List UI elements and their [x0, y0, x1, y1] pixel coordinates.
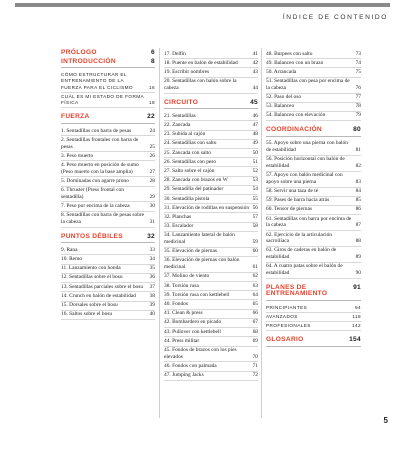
toc-entry[interactable] — [61, 152, 155, 161]
entry-text: 39. Torsión rusa con kettlebell — [164, 291, 230, 298]
toc-entry[interactable] — [266, 156, 361, 172]
section-items — [61, 127, 155, 227]
entry-text: CUÁL ES MI ESTADO DE FORMA FÍSICA — [61, 93, 144, 106]
toc-entry[interactable] — [61, 93, 155, 108]
entry-text: 4. Peso muerto en posición de sumo (Peso muerto con la base amplia) — [61, 161, 139, 175]
section-title: COORDINACIÓN — [266, 126, 322, 134]
entry-page: 38 — [149, 292, 155, 299]
entry-text: 64. A cuatro patas sobre el balón de estabilidad — [266, 263, 343, 277]
entry-text: 20. Sentadillas con balón sobre la cabeza — [164, 78, 237, 91]
section-fuerza[interactable] — [61, 114, 155, 124]
entry-text: 5. Dominadas con agarre prono — [61, 177, 129, 184]
section-page: 91 — [353, 283, 361, 291]
toc-entry[interactable] — [164, 273, 258, 282]
toc-entry[interactable] — [164, 310, 258, 319]
entry-page: 84 — [355, 188, 361, 195]
toc-column-1 — [61, 50, 155, 326]
entry-text: 47. Jumping Jacks — [164, 372, 204, 379]
entry-page: 62 — [252, 273, 258, 280]
entry-text: 42. Bombardero en picado — [164, 319, 222, 326]
section-puntos[interactable] — [61, 234, 155, 244]
entry-text: 8. Sentadillas con barra de pesas sobre la cabeza — [61, 212, 145, 225]
entry-page: 71 — [252, 362, 258, 369]
toc-entry[interactable] — [61, 202, 155, 211]
section-items — [266, 50, 361, 121]
page-header: ÍNDICE DE CONTENIDO — [282, 14, 388, 21]
section-page: 32 — [147, 232, 155, 240]
entry-text: 2. Sentadillas frontales con barra de pesas — [61, 136, 139, 150]
toc-entry[interactable] — [164, 68, 258, 77]
section-circuito[interactable] — [164, 100, 258, 110]
entry-text: 30. Sentadilla pistola — [164, 195, 210, 202]
entry-text: 52. Paso del oso — [266, 94, 302, 101]
entry-text: 29. Sentadilla del patinador — [164, 186, 224, 193]
section-title: INTRODUCCIÓN — [61, 57, 116, 65]
toc-entry[interactable] — [164, 195, 258, 204]
entry-page: 85 — [355, 197, 361, 204]
toc-entry[interactable] — [61, 255, 155, 264]
entry-page: 52 — [252, 167, 258, 174]
section-title: GLOSARIO — [266, 335, 304, 343]
toc-entry[interactable] — [164, 59, 258, 68]
column-divider — [159, 48, 160, 418]
toc-entry[interactable] — [266, 140, 361, 156]
entry-page: 48 — [252, 131, 258, 138]
toc-entry[interactable] — [164, 362, 258, 371]
entry-page: 37 — [149, 283, 155, 290]
entry-text: 61. Sentadillas con barra por encima de la cabeza — [266, 215, 352, 229]
toc-entry[interactable] — [266, 197, 361, 206]
entry-page: 60 — [252, 248, 258, 255]
toc-entry[interactable] — [266, 322, 361, 331]
entry-page: 90 — [355, 270, 361, 277]
entry-page: 40 — [149, 311, 155, 318]
entry-text: 55. Apoyo sobre una pierna con balón de estabilidad — [266, 140, 348, 154]
toc-entry[interactable] — [266, 103, 361, 112]
entry-text: 38. Torsión rusa — [164, 282, 199, 289]
entry-page: 16 — [148, 84, 155, 90]
toc-entry[interactable] — [266, 188, 361, 197]
entry-page: 89 — [355, 254, 361, 261]
toc-entry[interactable] — [164, 282, 258, 291]
entry-page: 33 — [149, 246, 155, 253]
toc-entry[interactable] — [164, 232, 258, 248]
toc-entry[interactable] — [266, 247, 361, 263]
toc-entry[interactable] — [266, 50, 361, 59]
entry-text: 31. Elevación de rodillas en suspensión — [164, 204, 250, 211]
toc-entry[interactable] — [164, 337, 258, 346]
section-page: 154 — [349, 335, 361, 343]
entry-text: 46. Fondos con palmada — [164, 362, 217, 369]
entry-text: CÓMO ESTRUCTURAR EL ENTRENAMIENTO DE LA FUERZA PARA EL CICLISMO — [61, 71, 133, 90]
entry-text: 43. Pullover con kettlebell — [164, 328, 221, 335]
toc-entry[interactable] — [61, 71, 155, 93]
entry-page: 72 — [252, 372, 258, 379]
entry-text: 44. Press militar — [164, 337, 200, 344]
entry-page: 55 — [252, 195, 258, 202]
entry-text: 27. Salto sobre el cajón — [164, 167, 215, 174]
toc-entry[interactable] — [164, 149, 258, 158]
entry-page: 34 — [149, 255, 155, 262]
toc-entry[interactable] — [266, 263, 361, 279]
entry-text: 50. Arrancada — [266, 68, 297, 75]
section-title: PLANES DE ENTRENAMIENTO — [266, 283, 328, 298]
entry-page: 142 — [351, 322, 361, 328]
entry-text: 16. Saltos sobre el bosu — [61, 311, 113, 318]
toc-entry[interactable] — [266, 78, 361, 94]
toc-entry[interactable] — [266, 215, 361, 231]
toc-entry[interactable] — [164, 50, 258, 59]
entry-page: 47 — [252, 121, 258, 128]
toc-entry[interactable] — [61, 161, 155, 177]
entry-page: 75 — [355, 68, 361, 75]
entry-page: 36 — [149, 274, 155, 281]
entry-page: 79 — [355, 112, 361, 119]
entry-page: 56 — [252, 204, 258, 211]
entry-text: 18. Puente en balón de estabilidad — [164, 59, 238, 66]
entry-page: 86 — [355, 206, 361, 213]
entry-page: 83 — [355, 178, 361, 185]
entry-page: 30 — [149, 202, 155, 209]
entry-page: 76 — [355, 84, 361, 91]
entry-text: 35. Elevación de piernas — [164, 248, 217, 255]
toc-entry[interactable] — [266, 206, 361, 215]
toc-entry[interactable] — [266, 59, 361, 68]
toc-entry[interactable] — [266, 172, 361, 188]
entry-text: 26. Sentadillas con peso — [164, 158, 217, 165]
entry-text: 34. Lanzamiento lateral de balón medicinal — [164, 232, 235, 246]
toc-entry[interactable] — [164, 158, 258, 167]
entry-page: 67 — [252, 319, 258, 326]
entry-page: 28 — [149, 177, 155, 184]
entry-page: 42 — [252, 59, 258, 66]
page-number: 5 — [383, 416, 388, 425]
toc-entry[interactable] — [164, 372, 258, 381]
section-planes[interactable] — [266, 285, 361, 301]
entry-page: 88 — [355, 238, 361, 245]
toc-entry[interactable] — [164, 112, 258, 121]
entry-text: 41. Clean & press — [164, 310, 203, 317]
entry-page: 69 — [252, 337, 258, 344]
entry-page: 44 — [252, 84, 258, 91]
entry-text: PRINCIPIANTES — [266, 304, 308, 310]
toc-entry[interactable] — [61, 187, 155, 203]
entry-text: 48. Burpees con salto — [266, 50, 313, 57]
toc-column-3 — [266, 50, 361, 350]
section-page: 45 — [250, 98, 258, 106]
toc-entry[interactable] — [61, 292, 155, 301]
entry-page: 43 — [252, 68, 258, 75]
toc-entry[interactable] — [61, 127, 155, 136]
entry-page: 68 — [252, 328, 258, 335]
toc-entry[interactable] — [164, 248, 258, 257]
entry-text: 7. Peso por encima de la cabeza — [61, 202, 130, 209]
toc-entry[interactable] — [61, 311, 155, 320]
toc-entry[interactable] — [164, 167, 258, 176]
entry-text: 57. Apoyo con balón medicinal con apoyo sobre una pierna — [266, 172, 343, 185]
toc-entry[interactable] — [266, 68, 361, 77]
entry-page: 53 — [252, 177, 258, 184]
entry-text: 22. Zancada — [164, 121, 191, 128]
entry-page: 87 — [355, 222, 361, 229]
section-items — [164, 50, 258, 94]
section-items — [61, 71, 155, 108]
top-bar — [15, 3, 390, 7]
entry-text: 13. Sentadillas parciales sobre el bosu — [61, 283, 144, 290]
section-title: FUERZA — [61, 113, 90, 121]
toc-entry[interactable] — [61, 246, 155, 255]
entry-page: 26 — [149, 152, 155, 159]
section-title: PRÓLOGO — [61, 49, 97, 56]
section-items — [266, 140, 361, 279]
entry-page: 31 — [149, 218, 155, 225]
entry-page: 81 — [355, 147, 361, 154]
toc-entry[interactable] — [164, 223, 258, 232]
section-items — [61, 246, 155, 320]
entry-text: 37. Molino de viento — [164, 273, 210, 280]
entry-page: 25 — [149, 143, 155, 150]
entry-page: 74 — [355, 59, 361, 66]
entry-text: 1. Sentadillas con barra de pesas — [61, 127, 132, 134]
toc-entry[interactable] — [164, 131, 258, 140]
toc-entry[interactable] — [61, 136, 155, 152]
toc-column-2 — [164, 50, 258, 387]
entry-page: 66 — [252, 310, 258, 317]
toc-entry[interactable] — [61, 177, 155, 186]
section-page: 8 — [151, 57, 155, 65]
entry-page: 64 — [252, 291, 258, 298]
entry-page: 54 — [252, 186, 258, 193]
entry-page: 77 — [355, 94, 361, 101]
entry-page: 118 — [352, 313, 361, 319]
column-divider — [261, 48, 262, 418]
entry-page: 27 — [149, 168, 155, 175]
toc-entry[interactable] — [266, 112, 361, 121]
toc-entry[interactable] — [164, 140, 258, 149]
entry-text: 58. Servir una taza de té — [266, 188, 319, 195]
entry-page: 50 — [252, 149, 258, 156]
entry-text: 12. Sentadillas sobre el bosu — [61, 274, 123, 281]
entry-page: 78 — [355, 103, 361, 110]
section-items — [266, 304, 361, 331]
entry-text: 63. Giros de caderas en balón de estabilidad — [266, 247, 337, 261]
toc-entry[interactable] — [266, 304, 361, 313]
entry-page: 41 — [252, 50, 258, 57]
entry-page: 46 — [252, 112, 258, 119]
toc-entry[interactable] — [164, 213, 258, 222]
entry-page: 18 — [148, 100, 155, 106]
entry-text: 3. Peso muerto — [61, 152, 94, 159]
entry-page: 73 — [355, 50, 361, 57]
entry-text: 56. Posición horizontal con balón de estabilidad — [266, 156, 345, 169]
entry-text: 11. Lanzamiento con honda — [61, 265, 121, 272]
toc-entry[interactable] — [164, 121, 258, 130]
entry-page: 58 — [252, 223, 258, 230]
entry-text: 24. Sentadillas con salto — [164, 140, 217, 147]
toc-entry[interactable] — [164, 319, 258, 328]
toc-entry[interactable] — [164, 328, 258, 337]
entry-text: 40. Fondos — [164, 300, 188, 307]
entry-text: 49. Balanceo con un brazo — [266, 59, 324, 66]
toc-entry[interactable] — [164, 186, 258, 195]
entry-page: 63 — [252, 282, 258, 289]
section-coordinacion[interactable] — [266, 127, 361, 137]
toc-entry[interactable] — [266, 231, 361, 247]
entry-text: 62. Ejercicio de la articulación sacroilíaca — [266, 231, 333, 245]
toc-entry[interactable] — [61, 283, 155, 292]
entry-text: 36. Elevación de piernas con balón medicinal — [164, 257, 240, 271]
toc-entry[interactable] — [61, 274, 155, 283]
entry-text: 33. Escalador — [164, 223, 194, 230]
entry-text: AVANZADOS — [266, 313, 298, 319]
entry-page: 70 — [252, 353, 258, 360]
entry-text: 54. Balanceo con elevación — [266, 112, 326, 119]
entry-text: 60. Tensor de piernas — [266, 206, 312, 213]
entry-page: 29 — [149, 193, 155, 200]
entry-page: 39 — [149, 302, 155, 308]
entry-page: 35 — [149, 265, 155, 272]
section-page: 80 — [353, 126, 361, 134]
entry-text: 10. Remo — [61, 255, 82, 262]
toc-entry[interactable] — [164, 347, 258, 363]
toc-entry[interactable] — [164, 204, 258, 213]
entry-text: 15. Dorsales sobre el bosu — [61, 302, 118, 308]
entry-text: 59. Pases de barra hacia atrás — [266, 197, 330, 204]
entry-page: 82 — [355, 162, 361, 169]
entry-page: 49 — [252, 140, 258, 147]
section-page: 6 — [151, 49, 155, 56]
entry-text: 45. Fondos de brazos con los pies elevados — [164, 347, 237, 360]
entry-text: 32. Planchas — [164, 213, 192, 220]
entry-text: 51. Sentadillas con pesa por encima de la cabeza — [266, 78, 350, 91]
entry-page: 24 — [149, 127, 155, 134]
section-title: CIRCUITO — [164, 98, 199, 106]
toc-entry[interactable] — [164, 177, 258, 186]
entry-text: 9. Rana — [61, 246, 78, 253]
toc-entry[interactable] — [266, 94, 361, 103]
toc-entry[interactable] — [164, 78, 258, 94]
entry-text: 25. Zancada con salto — [164, 149, 211, 156]
entry-text: 28. Zancada con brazos en W — [164, 177, 228, 184]
section-introduccion[interactable] — [61, 59, 155, 69]
entry-page: 94 — [354, 304, 361, 310]
section-items — [164, 112, 258, 381]
entry-page: 57 — [252, 213, 258, 220]
entry-text: PROFESIONALES — [266, 322, 311, 328]
toc-entry[interactable] — [164, 257, 258, 273]
entry-text: 23. Subida al cajón — [164, 131, 206, 138]
entry-page: 61 — [252, 264, 258, 271]
entry-text: 14. Crunch en balón de estabilidad — [61, 292, 136, 299]
toc-entry[interactable] — [164, 291, 258, 300]
entry-text: 53. Balanceo — [266, 103, 295, 110]
entry-text: 17. Delfín — [164, 50, 186, 57]
toc-entry[interactable] — [61, 302, 155, 311]
entry-page: 65 — [252, 300, 258, 307]
entry-text: 6. Thruster (Press frontal con sentadilla) — [61, 187, 124, 200]
section-title: PUNTOS DÉBILES — [61, 232, 123, 240]
entry-page: 51 — [252, 158, 258, 165]
section-page: 22 — [147, 113, 155, 121]
entry-text: 21. Sentadillas — [164, 112, 196, 119]
toc-entry[interactable] — [61, 265, 155, 274]
section-glosario[interactable] — [266, 337, 361, 347]
entry-page: 59 — [252, 239, 258, 246]
toc-entry[interactable] — [164, 300, 258, 309]
toc-entry[interactable] — [61, 212, 155, 228]
entry-text: 19. Escribir nombres — [164, 68, 210, 75]
toc-entry[interactable] — [266, 313, 361, 322]
